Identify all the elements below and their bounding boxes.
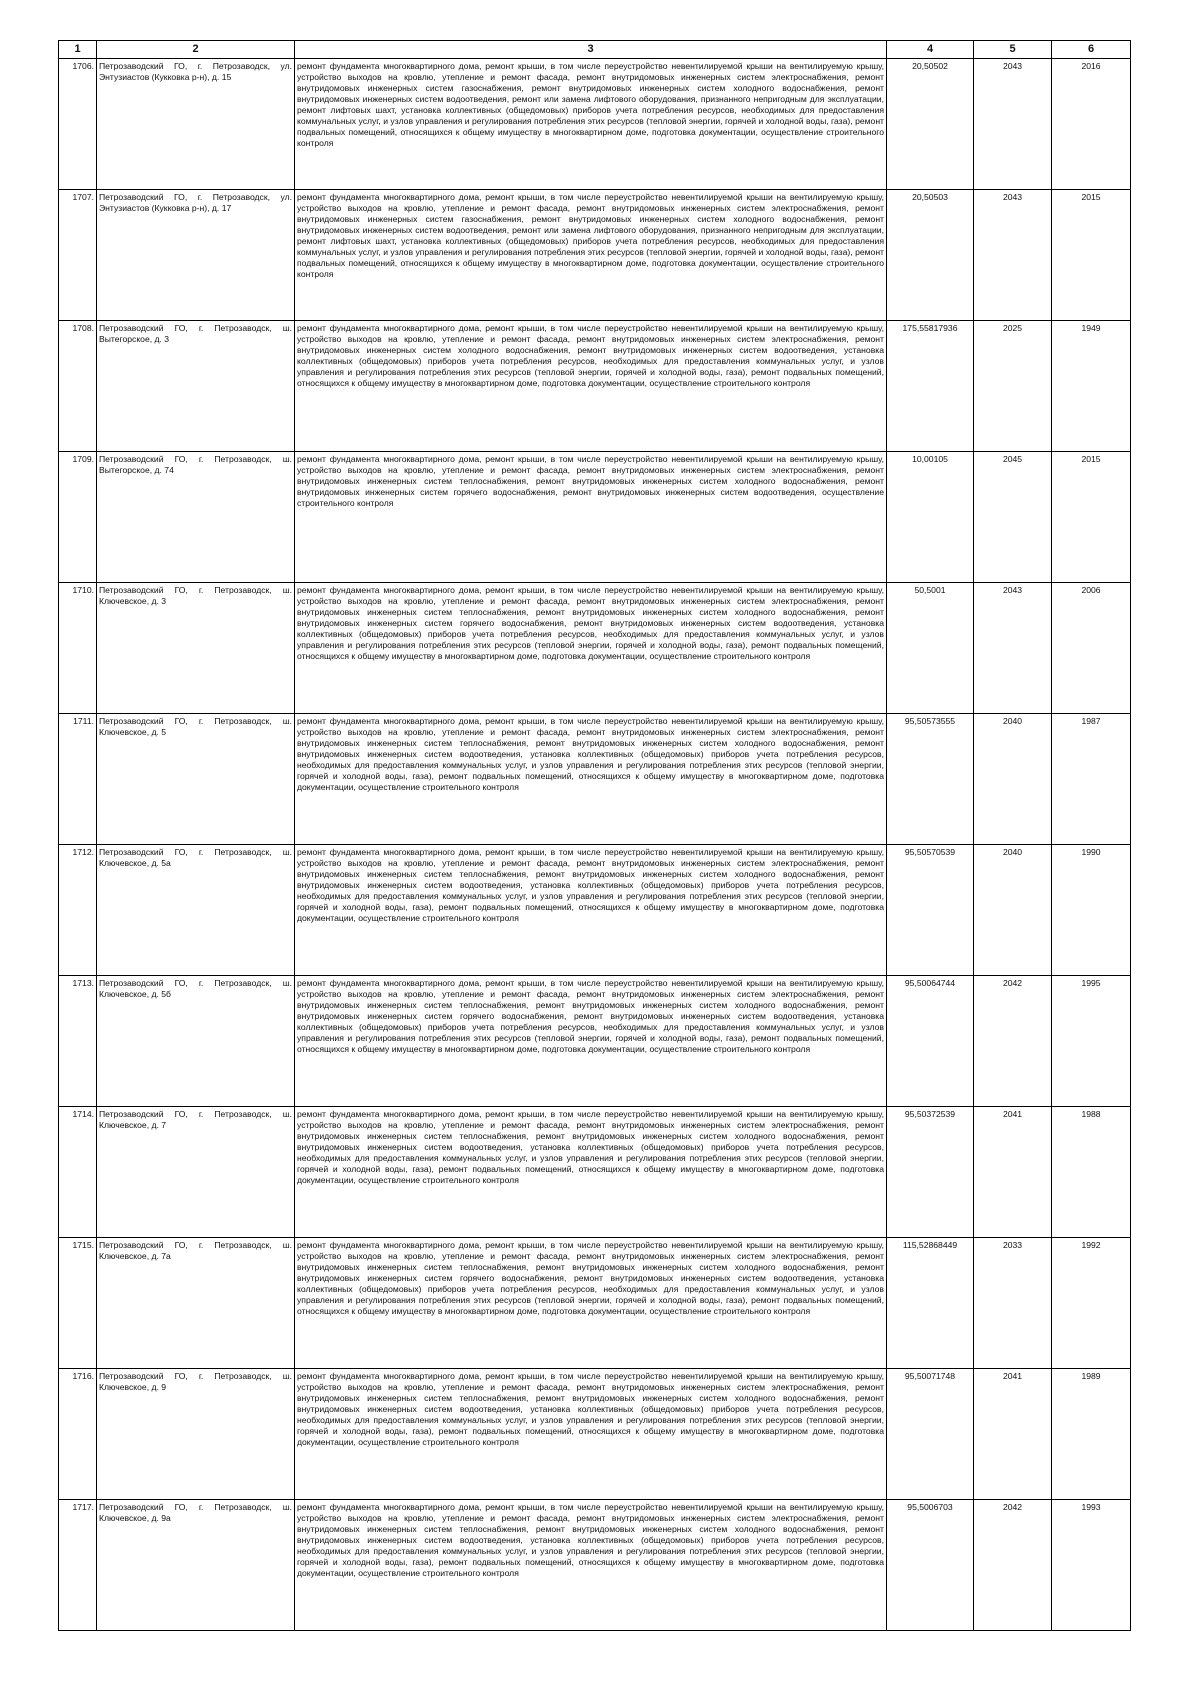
repair-works-list: ремонт фундамента многоквартирного дома, ремонт крыши, в том числе переустройство невентилируемой крыши на вентилируемую крышу, устройство выходов на кровлю, утепление и ремонт фасада, ремонт внутридомовых инженерных систем электроснабжения, ремонт внутридомовых инженерных систем теплоснабжения, ремонт внутридомовых инженерных систем холодного водоснабжения, ремонт внутридомовых инженерных систем горячего водоснабжения, ремонт внутридомовых инженерных систем водоотведения, установка коллективных (общедомовых) приборов учета потребления ресурсов, необходимых для предоставления коммунальных услуг, и узлов управления и регулирования потребления этих ресурсов (тепловой энергии, горячей и холодной воды, газа), ремонт подвальных помещений, относящихся к общему имуществу в многоквартирном доме, подготовка документации, осуществление строительного контроля (295, 976, 887, 1107)
building-address: Петрозаводский ГО, г. Петрозаводск, ул. Энтузиастов (Кукковка р-н), д. 17 (97, 190, 295, 321)
row-number: 1713. (59, 976, 97, 1107)
table-header (59, 41, 1131, 59)
building-address: Петрозаводский ГО, г. Петрозаводск, ш. Ключевское, д. 7а (97, 1238, 295, 1369)
table-row (59, 714, 1131, 845)
planned-year: 2025 (974, 321, 1052, 452)
planned-year: 2040 (974, 845, 1052, 976)
construction-year: 2006 (1052, 583, 1131, 714)
cost-value: 50,5001 (887, 583, 974, 714)
table-row (59, 190, 1131, 321)
column-header-6: 6 (1052, 41, 1131, 59)
building-address: Петрозаводский ГО, г. Петрозаводск, ш. Ключевское, д. 9 (97, 1369, 295, 1500)
repair-works-list: ремонт фундамента многоквартирного дома, ремонт крыши, в том числе переустройство невентилируемой крыши на вентилируемую крышу, устройство выходов на кровлю, утепление и ремонт фасада, ремонт внутридомовых инженерных систем электроснабжения, ремонт внутридомовых инженерных систем холодного водоснабжения, ремонт внутридомовых инженерных систем водоотведения, установка коллективных (общедомовых) приборов учета потребления ресурсов, необходимых для предоставления коммунальных услуг, и узлов управления и регулирования потребления этих ресурсов (тепловой энергии, горячей и холодной воды, газа), ремонт подвальных помещений, относящихся к общему имуществу в многоквартирном доме, подготовка документации, осуществление строительного контроля (295, 321, 887, 452)
construction-year: 1990 (1052, 845, 1131, 976)
row-number: 1712. (59, 845, 97, 976)
row-number: 1711. (59, 714, 97, 845)
repair-works-list: ремонт фундамента многоквартирного дома, ремонт крыши, в том числе переустройство невентилируемой крыши на вентилируемую крышу, устройство выходов на кровлю, утепление и ремонт фасада, ремонт внутридомовых инженерных систем электроснабжения, ремонт внутридомовых инженерных систем теплоснабжения, ремонт внутридомовых инженерных систем холодного водоснабжения, ремонт внутридомовых инженерных систем водоотведения, установка коллективных (общедомовых) приборов учета потребления ресурсов, необходимых для предоставления коммунальных услуг, и узлов управления и регулирования потребления этих ресурсов (тепловой энергии, горячей и холодной воды, газа), ремонт подвальных помещений, относящихся к общему имуществу в многоквартирном доме, подготовка документации, осуществление строительного контроля (295, 845, 887, 976)
column-header-3: 3 (295, 41, 887, 59)
planned-year: 2043 (974, 583, 1052, 714)
building-address: Петрозаводский ГО, г. Петрозаводск, ш. Вытегорское, д. 3 (97, 321, 295, 452)
table-row (59, 1500, 1131, 1631)
construction-year: 2016 (1052, 59, 1131, 190)
planned-year: 2042 (974, 1500, 1052, 1631)
repair-works-list: ремонт фундамента многоквартирного дома, ремонт крыши, в том числе переустройство невентилируемой крыши на вентилируемую крышу, устройство выходов на кровлю, утепление и ремонт фасада, ремонт внутридомовых инженерных систем электроснабжения, ремонт внутридомовых инженерных систем теплоснабжения, ремонт внутридомовых инженерных систем холодного водоснабжения, ремонт внутридомовых инженерных систем горячего водоснабжения, ремонт внутридомовых инженерных систем водоотведения, установка коллективных (общедомовых) приборов учета потребления ресурсов, необходимых для предоставления коммунальных услуг, и узлов управления и регулирования потребления этих ресурсов (тепловой энергии, горячей и холодной воды, газа), ремонт подвальных помещений, относящихся к общему имуществу в многоквартирном доме, подготовка документации, осуществление строительного контроля (295, 1238, 887, 1369)
repair-works-list: ремонт фундамента многоквартирного дома, ремонт крыши, в том числе переустройство невентилируемой крыши на вентилируемую крышу, устройство выходов на кровлю, утепление и ремонт фасада, ремонт внутридомовых инженерных систем электроснабжения, ремонт внутридомовых инженерных систем теплоснабжения, ремонт внутридомовых инженерных систем холодного водоснабжения, ремонт внутридомовых инженерных систем горячего водоснабжения, ремонт внутридомовых инженерных систем водоотведения, осуществление строительного контроля (295, 452, 887, 583)
building-address: Петрозаводский ГО, г. Петрозаводск, ш. Ключевское, д. 9а (97, 1500, 295, 1631)
row-number: 1715. (59, 1238, 97, 1369)
column-header-2: 2 (97, 41, 295, 59)
header-row (59, 41, 1131, 59)
repair-works-list: ремонт фундамента многоквартирного дома, ремонт крыши, в том числе переустройство невентилируемой крыши на вентилируемую крышу, устройство выходов на кровлю, утепление и ремонт фасада, ремонт внутридомовых инженерных систем электроснабжения, ремонт внутридомовых инженерных систем теплоснабжения, ремонт внутридомовых инженерных систем холодного водоснабжения, ремонт внутридомовых инженерных систем водоотведения, установка коллективных (общедомовых) приборов учета потребления ресурсов, необходимых для предоставления коммунальных услуг, и узлов управления и регулирования потребления этих ресурсов (тепловой энергии, горячей и холодной воды, газа), ремонт подвальных помещений, относящихся к общему имуществу в многоквартирном доме, подготовка документации, осуществление строительного контроля (295, 714, 887, 845)
cost-value: 175,55817936 (887, 321, 974, 452)
cost-value: 95,50573555 (887, 714, 974, 845)
cost-value: 95,50064744 (887, 976, 974, 1107)
table-row (59, 321, 1131, 452)
column-header-1: 1 (59, 41, 97, 59)
cost-value: 10,00105 (887, 452, 974, 583)
construction-year: 2015 (1052, 452, 1131, 583)
building-address: Петрозаводский ГО, г. Петрозаводск, ш. Ключевское, д. 7 (97, 1107, 295, 1238)
building-address: Петрозаводский ГО, г. Петрозаводск, ул. Энтузиастов (Кукковка р-н), д. 15 (97, 59, 295, 190)
planned-year: 2045 (974, 452, 1052, 583)
planned-year: 2043 (974, 190, 1052, 321)
construction-year: 1987 (1052, 714, 1131, 845)
repair-works-list: ремонт фундамента многоквартирного дома, ремонт крыши, в том числе переустройство невентилируемой крыши на вентилируемую крышу, устройство выходов на кровлю, утепление и ремонт фасада, ремонт внутридомовых инженерных систем электроснабжения, ремонт внутридомовых инженерных систем газоснабжения, ремонт внутридомовых инженерных систем холодного водоснабжения, ремонт внутридомовых инженерных систем водоотведения, ремонт или замена лифтового оборудования, признанного непригодным для эксплуатации, ремонт лифтовых шахт, установка коллективных (общедомовых) приборов учета потребления ресурсов, необходимых для предоставления коммунальных услуг, и узлов управления и регулирования потребления этих ресурсов (тепловой энергии, горячей и холодной воды, газа), ремонт подвальных помещений, относящихся к общему имуществу в многоквартирном доме, подготовка документации, осуществление строительного контроля (295, 59, 887, 190)
cost-value: 20,50503 (887, 190, 974, 321)
table-row (59, 59, 1131, 190)
row-number: 1706. (59, 59, 97, 190)
construction-year: 2015 (1052, 190, 1131, 321)
cost-value: 115,52868449 (887, 1238, 974, 1369)
cost-value: 95,50570539 (887, 845, 974, 976)
repair-program-table (58, 40, 1131, 1631)
table-row (59, 583, 1131, 714)
repair-works-list: ремонт фундамента многоквартирного дома, ремонт крыши, в том числе переустройство невентилируемой крыши на вентилируемую крышу, устройство выходов на кровлю, утепление и ремонт фасада, ремонт внутридомовых инженерных систем электроснабжения, ремонт внутридомовых инженерных систем теплоснабжения, ремонт внутридомовых инженерных систем холодного водоснабжения, ремонт внутридомовых инженерных систем водоотведения, установка коллективных (общедомовых) приборов учета потребления ресурсов, необходимых для предоставления коммунальных услуг, и узлов управления и регулирования потребления этих ресурсов (тепловой энергии, горячей и холодной воды, газа), ремонт подвальных помещений, относящихся к общему имуществу в многоквартирном доме, подготовка документации, осуществление строительного контроля (295, 1107, 887, 1238)
planned-year: 2033 (974, 1238, 1052, 1369)
table-body (59, 59, 1131, 1631)
cost-value: 95,50372539 (887, 1107, 974, 1238)
construction-year: 1989 (1052, 1369, 1131, 1500)
table-row (59, 1238, 1131, 1369)
row-number: 1717. (59, 1500, 97, 1631)
construction-year: 1988 (1052, 1107, 1131, 1238)
row-number: 1716. (59, 1369, 97, 1500)
repair-works-list: ремонт фундамента многоквартирного дома, ремонт крыши, в том числе переустройство невентилируемой крыши на вентилируемую крышу, устройство выходов на кровлю, утепление и ремонт фасада, ремонт внутридомовых инженерных систем электроснабжения, ремонт внутридомовых инженерных систем теплоснабжения, ремонт внутридомовых инженерных систем холодного водоснабжения, ремонт внутридомовых инженерных систем водоотведения, установка коллективных (общедомовых) приборов учета потребления ресурсов, необходимых для предоставления коммунальных услуг, и узлов управления и регулирования потребления этих ресурсов (тепловой энергии, горячей и холодной воды, газа), ремонт подвальных помещений, относящихся к общему имуществу в многоквартирном доме, подготовка документации, осуществление строительного контроля (295, 1500, 887, 1631)
building-address: Петрозаводский ГО, г. Петрозаводск, ш. Ключевское, д. 5а (97, 845, 295, 976)
cost-value: 95,5006703 (887, 1500, 974, 1631)
table-row (59, 452, 1131, 583)
construction-year: 1993 (1052, 1500, 1131, 1631)
building-address: Петрозаводский ГО, г. Петрозаводск, ш. Ключевское, д. 5б (97, 976, 295, 1107)
row-number: 1710. (59, 583, 97, 714)
repair-works-list: ремонт фундамента многоквартирного дома, ремонт крыши, в том числе переустройство невентилируемой крыши на вентилируемую крышу, устройство выходов на кровлю, утепление и ремонт фасада, ремонт внутридомовых инженерных систем электроснабжения, ремонт внутридомовых инженерных систем теплоснабжения, ремонт внутридомовых инженерных систем холодного водоснабжения, ремонт внутридомовых инженерных систем водоотведения, установка коллективных (общедомовых) приборов учета потребления ресурсов, необходимых для предоставления коммунальных услуг, и узлов управления и регулирования потребления этих ресурсов (тепловой энергии, горячей и холодной воды, газа), ремонт подвальных помещений, относящихся к общему имуществу в многоквартирном доме, подготовка документации, осуществление строительного контроля (295, 1369, 887, 1500)
planned-year: 2042 (974, 976, 1052, 1107)
construction-year: 1995 (1052, 976, 1131, 1107)
cost-value: 20,50502 (887, 59, 974, 190)
building-address: Петрозаводский ГО, г. Петрозаводск, ш. Ключевское, д. 3 (97, 583, 295, 714)
row-number: 1714. (59, 1107, 97, 1238)
row-number: 1708. (59, 321, 97, 452)
planned-year: 2040 (974, 714, 1052, 845)
column-header-5: 5 (974, 41, 1052, 59)
table-row (59, 1107, 1131, 1238)
planned-year: 2041 (974, 1107, 1052, 1238)
construction-year: 1992 (1052, 1238, 1131, 1369)
planned-year: 2041 (974, 1369, 1052, 1500)
row-number: 1707. (59, 190, 97, 321)
table-row (59, 976, 1131, 1107)
repair-works-list: ремонт фундамента многоквартирного дома, ремонт крыши, в том числе переустройство невентилируемой крыши на вентилируемую крышу, устройство выходов на кровлю, утепление и ремонт фасада, ремонт внутридомовых инженерных систем электроснабжения, ремонт внутридомовых инженерных систем газоснабжения, ремонт внутридомовых инженерных систем холодного водоснабжения, ремонт внутридомовых инженерных систем водоотведения, ремонт или замена лифтового оборудования, признанного непригодным для эксплуатации, ремонт лифтовых шахт, установка коллективных (общедомовых) приборов учета потребления ресурсов, необходимых для предоставления коммунальных услуг, и узлов управления и регулирования потребления этих ресурсов (тепловой энергии, горячей и холодной воды, газа), ремонт подвальных помещений, относящихся к общему имуществу в многоквартирном доме, подготовка документации, осуществление строительного контроля (295, 190, 887, 321)
repair-works-list: ремонт фундамента многоквартирного дома, ремонт крыши, в том числе переустройство невентилируемой крыши на вентилируемую крышу, устройство выходов на кровлю, утепление и ремонт фасада, ремонт внутридомовых инженерных систем электроснабжения, ремонт внутридомовых инженерных систем теплоснабжения, ремонт внутридомовых инженерных систем холодного водоснабжения, ремонт внутридомовых инженерных систем горячего водоснабжения, ремонт внутридомовых инженерных систем водоотведения, установка коллективных (общедомовых) приборов учета потребления ресурсов, необходимых для предоставления коммунальных услуг, и узлов управления и регулирования потребления этих ресурсов (тепловой энергии, горячей и холодной воды, газа), ремонт подвальных помещений, относящихся к общему имуществу в многоквартирном доме, подготовка документации, осуществление строительного контроля (295, 583, 887, 714)
planned-year: 2043 (974, 59, 1052, 190)
building-address: Петрозаводский ГО, г. Петрозаводск, ш. Вытегорское, д. 74 (97, 452, 295, 583)
column-header-4: 4 (887, 41, 974, 59)
cost-value: 95,50071748 (887, 1369, 974, 1500)
table-row (59, 845, 1131, 976)
table-row (59, 1369, 1131, 1500)
row-number: 1709. (59, 452, 97, 583)
building-address: Петрозаводский ГО, г. Петрозаводск, ш. Ключевское, д. 5 (97, 714, 295, 845)
construction-year: 1949 (1052, 321, 1131, 452)
